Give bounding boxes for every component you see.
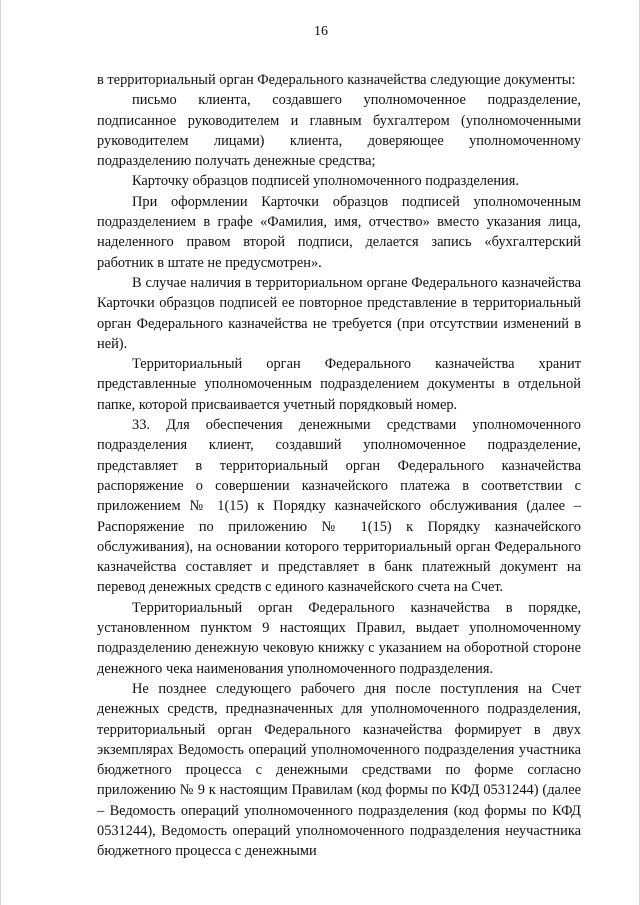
paragraph: в территориальный орган Федерального казначейства следующие документы: bbox=[97, 72, 576, 88]
paragraph: Карточку образцов подписей уполномоченного подразделения. bbox=[132, 173, 519, 190]
paragraph: Территориальный орган Федерального казначейства в порядке, установленном пунктом 9 настоящих Правил, выдает уполномоченному подразделению денежную чековую книжку с указанием на оборотной стороне денежного чека наименования уполномоченного подразделения. bbox=[97, 599, 581, 677]
paragraph: При оформлении Карточки образцов подписей уполномоченным подразделением в графе «Фамилия, имя, отчество» вместо указания лица, наделенного правом второй подписи, делается запись «бухгалтерский работник в штате не предусмотрен». bbox=[97, 193, 581, 271]
page-number: 16 bbox=[314, 24, 328, 39]
document-body bbox=[97, 70, 581, 862]
paragraph: В случае наличия в территориальном органе Федерального казначейства Карточки образцов подписей ее повторное представление в территориальный орган Федерального казначейства не требуется (при отсутствии изменений в ней). bbox=[97, 274, 581, 352]
paragraph: Территориальный орган Федерального казначейства хранит представленные уполномоченным подразделением документы в отдельной папке, которой присваивается учетный порядковый номер. bbox=[97, 356, 581, 413]
paragraph: 33. Для обеспечения денежными средствами уполномоченного подразделения клиент, создавший уполномоченное подразделение, представляет в территориальный орган Федерального казначейства распоряжение о совершении казначейского платежа в соответствии с приложением № 1(15) к Порядку казначейского обслуживания (далее – Распоряжение по приложению № 1(15) к Порядку казначейского обслуживания), на основании которого территориальный орган Федерального казначейства составляет и представляет в банк платежный документ на перевод денежных средств с единого казначейского счета на Счет. bbox=[97, 417, 581, 596]
paragraph: Не позднее следующего рабочего дня после поступления на Счет денежных средств, предназначенных для уполномоченного подразделения, территориальный орган Федерального казначейства формирует в двух экземплярах Ведомость операций уполномоченного подразделения участника бюджетного процесса с денежными средствами по форме согласно приложению № 9 к настоящим Правилам (код формы по КФД 0531244) (далее – Ведомость операций уполномоченного подразделения (код формы по КФД 0531244), Ведомость операций уполномоченного подразделения неучастника бюджетного процесса с денежными bbox=[97, 680, 581, 860]
paragraph: письмо клиента, создавшего уполномоченное подразделение, подписанное руководителем и главным бухгалтером (уполномоченными руководителем лицами) клиента, доверяющее уполномоченному подразделению получать денежные средства; bbox=[97, 92, 581, 170]
